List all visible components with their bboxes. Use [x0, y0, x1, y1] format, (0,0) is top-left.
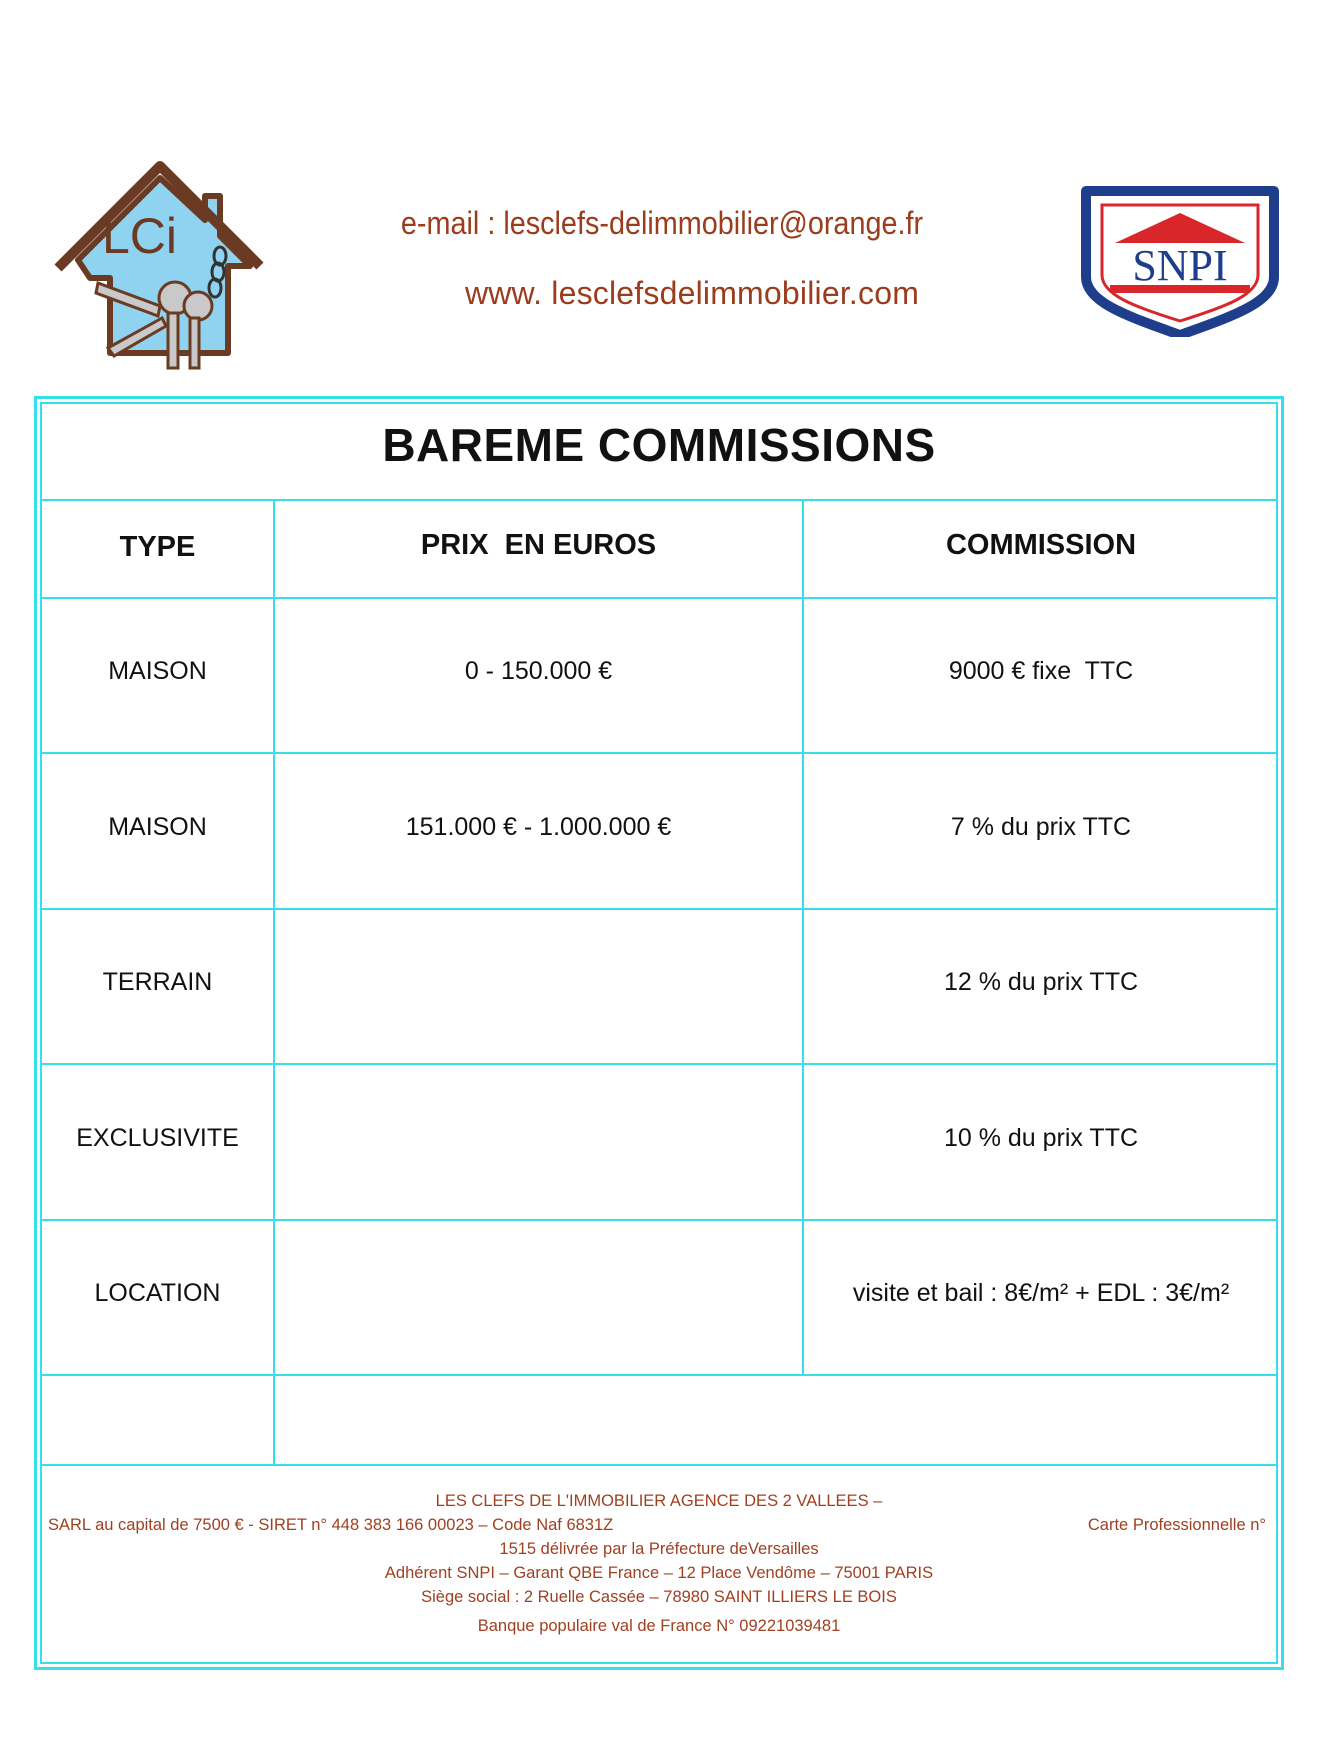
svg-text:SNPI: SNPI — [1132, 241, 1228, 290]
table-row-type: MAISON — [108, 813, 207, 841]
table-row-price: 0 - 150.000 € — [464, 657, 613, 685]
snpi-logo — [1080, 185, 1280, 337]
footer-carte-pro: Carte Professionnelle n° — [1087, 1516, 1266, 1534]
table-row-commission: visite et bail : 8€/m² + EDL : 3€/m² — [852, 1279, 1230, 1307]
grid-line — [40, 752, 1278, 754]
lci-logo — [50, 148, 265, 380]
table-row-type: LOCATION — [94, 1279, 221, 1307]
footer-sarl-siret: SARL au capital de 7500 € - SIRET n° 448 383 166 00023 – Code Naf 6831Z — [48, 1516, 614, 1534]
footer-company-name: LES CLEFS DE L'IMMOBILIER AGENCE DES 2 VALLEES – — [435, 1492, 883, 1510]
grid-line — [40, 1464, 1278, 1466]
contact-email: e-mail : lesclefs-delimmobilier@orange.fr — [400, 205, 924, 241]
footer-banque: Banque populaire val de France N° 09221039481 — [477, 1617, 841, 1635]
grid-line — [273, 499, 275, 1464]
column-header-price: PRIX EN EUROS — [420, 529, 657, 561]
grid-line — [40, 1219, 1278, 1221]
table-row-type: EXCLUSIVITE — [76, 1124, 239, 1152]
grid-line — [40, 499, 1278, 501]
svg-text:LCi: LCi — [102, 208, 178, 264]
contact-website: www. lesclefsdelimmobilier.com — [464, 275, 920, 311]
column-header-type: TYPE — [119, 531, 196, 563]
table-inner-border — [40, 402, 1278, 1664]
footer-adherent: Adhérent SNPI – Garant QBE France – 12 Place Vendôme – 75001 PARIS — [384, 1564, 934, 1582]
grid-line — [40, 908, 1278, 910]
grid-line — [802, 499, 804, 1374]
footer-siege-social: Siège social : 2 Ruelle Cassée – 78980 SAINT ILLIERS LE BOIS — [421, 1588, 897, 1606]
grid-line — [40, 1374, 1278, 1376]
table-title: BAREME COMMISSIONS — [382, 419, 936, 471]
footer-prefecture: 1515 délivrée par la Préfecture deVersailles — [499, 1540, 819, 1558]
table-row-type: TERRAIN — [102, 968, 213, 996]
grid-line — [40, 597, 1278, 599]
table-row-commission: 7 % du prix TTC — [950, 813, 1132, 841]
column-header-commission: COMMISSION — [945, 529, 1137, 561]
table-row-commission: 9000 € fixe TTC — [948, 657, 1134, 685]
table-row-commission: 10 % du prix TTC — [943, 1124, 1139, 1152]
grid-line — [40, 1063, 1278, 1065]
table-row-price: 151.000 € - 1.000.000 € — [405, 813, 672, 841]
table-row-commission: 12 % du prix TTC — [943, 968, 1139, 996]
table-row-type: MAISON — [108, 657, 207, 685]
